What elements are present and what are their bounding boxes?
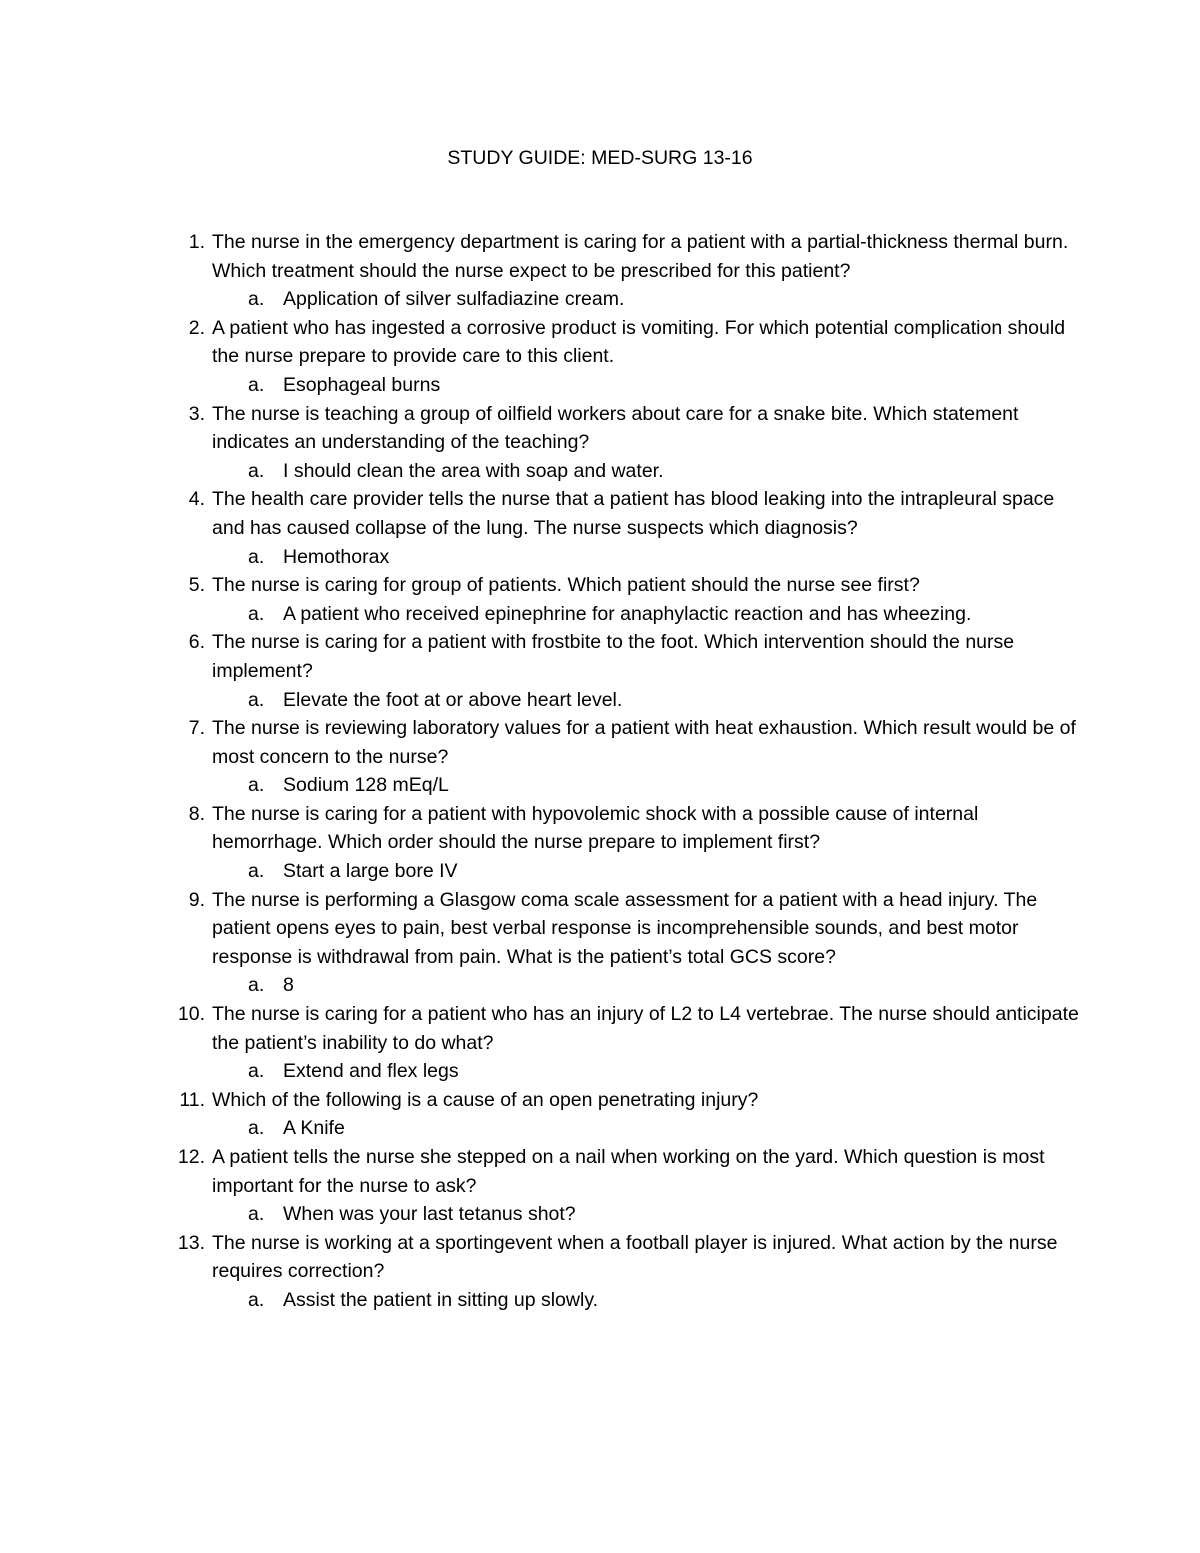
answer-letter: a. [248,1117,265,1140]
answer-text: Assist the patient in sitting up slowly. [283,1288,599,1311]
answer-text: Start a large bore IV [283,860,458,883]
question-text: The nurse is reviewing laboratory values for a patient with heat exhaustion. Which result would be of most concern to the nurse? [212,717,1076,768]
question-item [177,1143,1082,1229]
question-item [188,886,1082,1000]
question-text: A patient who has ingested a corrosive product is vomiting. For which potential complication should the nurse prepare to provide care to this client. [212,316,1066,368]
answer-text: Elevate the foot at or above heart level. [283,688,623,711]
question-item [188,228,1082,314]
answer-letter: a. [248,974,265,997]
answer-item [212,600,1082,629]
question-item [188,485,1082,571]
question-item [177,1000,1082,1086]
answer-text: 8 [283,974,294,997]
answer-item [212,771,1082,800]
question-text: The nurse is performing a Glasgow coma scale assessment for a patient with a head injury. The patient opens eyes to pain, best verbal response is incomprehensible sounds, and best motor response is withdrawal from pain. What is the patient’s total GCS score? [212,888,1038,968]
answer-item [212,686,1082,715]
answer-item [212,1114,1082,1143]
answer-text: I should clean the area with soap and water. [283,459,664,482]
question-number: 9. [188,888,205,911]
question-number: 13. [177,1231,205,1254]
page-title: STUDY GUIDE: MED-SURG 13-16 [447,147,753,169]
answer-text: A Knife [283,1117,345,1140]
question-item [188,628,1082,714]
answer-item [212,1286,1082,1315]
question-item [188,800,1082,886]
answer-item [212,457,1082,486]
question-number: 10. [177,1003,205,1026]
answer-letter: a. [248,1060,265,1083]
answer-item [212,285,1082,314]
answer-text: Sodium 128 mEq/L [283,774,449,797]
answer-item [212,543,1082,572]
answer-letter: a. [248,1288,265,1311]
answer-letter: a. [248,1203,265,1226]
question-text: The nurse is caring for a patient who has an injury of L2 to L4 vertebrae. The nurse should anticipate the patient’s inability to do what? [212,1003,1079,1054]
answer-letter: a. [248,860,265,883]
question-number: 8. [188,802,205,825]
question-number: 6. [188,631,205,654]
question-number: 2. [188,316,205,339]
answer-item [212,1057,1082,1086]
question-text: A patient tells the nurse she stepped on a nail when working on the yard. Which question is most important for the nurse to ask? [212,1146,1045,1197]
question-number: 7. [188,717,205,740]
question-item [177,1229,1082,1315]
question-item [188,314,1082,400]
answer-item [212,857,1082,886]
question-item [188,571,1082,628]
answer-text: A patient who received epinephrine for anaphylactic reaction and has wheezing. [283,602,972,625]
question-item [188,714,1082,800]
answer-text: Extend and flex legs [283,1060,459,1083]
question-text: The nurse is caring for group of patients. Which patient should the nurse see first? [212,574,920,597]
question-text: The nurse is caring for a patient with frostbite to the foot. Which intervention should the nurse implement? [212,631,1015,682]
answer-item [212,371,1082,400]
question-list [177,228,1082,1315]
answer-item [212,971,1082,1000]
question-number: 4. [188,488,205,511]
answer-letter: a. [248,602,265,625]
answer-letter: a. [248,545,265,568]
question-text: The nurse in the emergency department is caring for a patient with a partial-thickness thermal burn. Which treatment should the nurse expect to be prescribed for this patient? [212,231,1069,282]
answer-letter: a. [248,774,265,797]
question-number: 5. [188,574,205,597]
question-item [179,1086,1082,1143]
answer-letter: a. [248,459,265,482]
question-text: The nurse is teaching a group of oilfield workers about care for a snake bite. Which statement indicates an understanding of the teaching? [212,402,1019,454]
question-number: 11. [179,1088,205,1111]
answer-letter: a. [248,288,265,311]
question-number: 12. [177,1146,205,1168]
answer-text: Hemothorax [283,545,390,568]
answer-text: When was your last tetanus shot? [283,1203,576,1226]
question-text: The nurse is working at a sportingevent when a football player is injured. What action by the nurse requires correction? [212,1231,1058,1283]
question-text: Which of the following is a cause of an open penetrating injury? [212,1088,759,1111]
answer-text: Esophageal burns [283,373,441,396]
answer-item [212,1200,1082,1229]
question-text: The health care provider tells the nurse that a patient has blood leaking into the intrapleural space and has caused collapse of the lung. The nurse suspects which diagnosis? [212,488,1055,539]
question-number: 1. [188,231,205,253]
question-number: 3. [188,402,205,425]
answer-letter: a. [248,373,265,396]
question-item [188,400,1082,486]
answer-text: Application of silver sulfadiazine cream. [283,288,625,311]
question-text: The nurse is caring for a patient with hypovolemic shock with a possible cause of internal hemorrhage. Which order should the nurse prepare to implement first? [212,802,979,854]
answer-letter: a. [248,688,265,711]
